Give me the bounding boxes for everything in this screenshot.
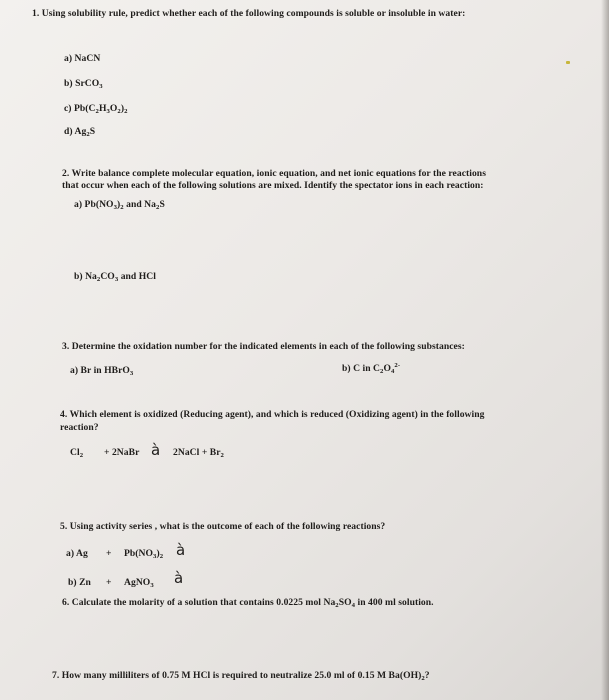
q5-b-label: b) Zn: [68, 577, 91, 588]
q4-reaction-arrow: à: [151, 441, 161, 459]
q5-b-reagent: AgNO$_3$: [124, 577, 154, 589]
q5-title: 5. Using activity series , what is the outcome of each of the following reactions?: [60, 521, 386, 532]
q4-equation-reactant: + 2NaBr: [104, 447, 140, 458]
q1-title: 1. Using solubility rule, predict whether each of the following compounds is soluble or insoluble in water:: [32, 8, 466, 19]
q5-a-arrow: à: [176, 541, 186, 559]
q5-a-label: a) Ag: [66, 548, 88, 559]
q5-a-plus: +: [106, 548, 112, 559]
q4-title-line2: reaction?: [60, 422, 99, 433]
q1-option-b: b) SrCO$_3$: [64, 78, 103, 90]
q3-title: 3. Determine the oxidation number for the indicated elements in each of the following substances:: [62, 341, 465, 352]
q4-equation-left: $Cl_2$: [70, 447, 84, 459]
q5-b-arrow: à: [174, 569, 184, 587]
q5-a-reagent: $Pb(NO_3)_2$: [124, 548, 164, 560]
q2-option-b: b) $Na_2CO_3$ and HCl: [74, 271, 156, 283]
q7-text: 7. How many milliliters of 0.75 M HCl is required to neutralize 25.0 ml of 0.15 M $Ba(OH)_2$?: [52, 670, 430, 682]
q6-text: 6. Calculate the molarity of a solution that contains 0.0225 mol $Na_2SO_4$ in 400 ml solution.: [62, 597, 434, 609]
q2-title-line1: 2. Write balance complete molecular equation, ionic equation, and net ionic equations for the reactions: [62, 168, 486, 179]
q5-b-plus: +: [106, 577, 112, 588]
q4-equation-right: 2NaCl + $Br_2$: [173, 447, 224, 459]
highlighter-mark: [566, 61, 570, 64]
q1-option-c: c) $Pb(C_2H_3O_2)_2$: [64, 103, 128, 115]
q1-option-d: d) $Ag_2S$: [64, 126, 96, 138]
q2-option-a: a) $Pb(NO_3)_2$ and $Na_2S$: [74, 199, 165, 211]
q3-option-b: b) C in $C_2O_4^{2-}$: [342, 362, 401, 375]
page-edge-shadow: [601, 0, 609, 700]
q4-title-line1: 4. Which element is oxidized (Reducing agent), and which is reduced (Oxidizing agent) in the following: [60, 409, 485, 420]
q2-title-line2: that occur when each of the following solutions are mixed. Identify the spectator ions in each reaction:: [62, 180, 484, 191]
q1-option-a: a) NaCN: [64, 53, 101, 64]
q3-option-a: a) Br in HBrO$_3$: [70, 365, 134, 377]
